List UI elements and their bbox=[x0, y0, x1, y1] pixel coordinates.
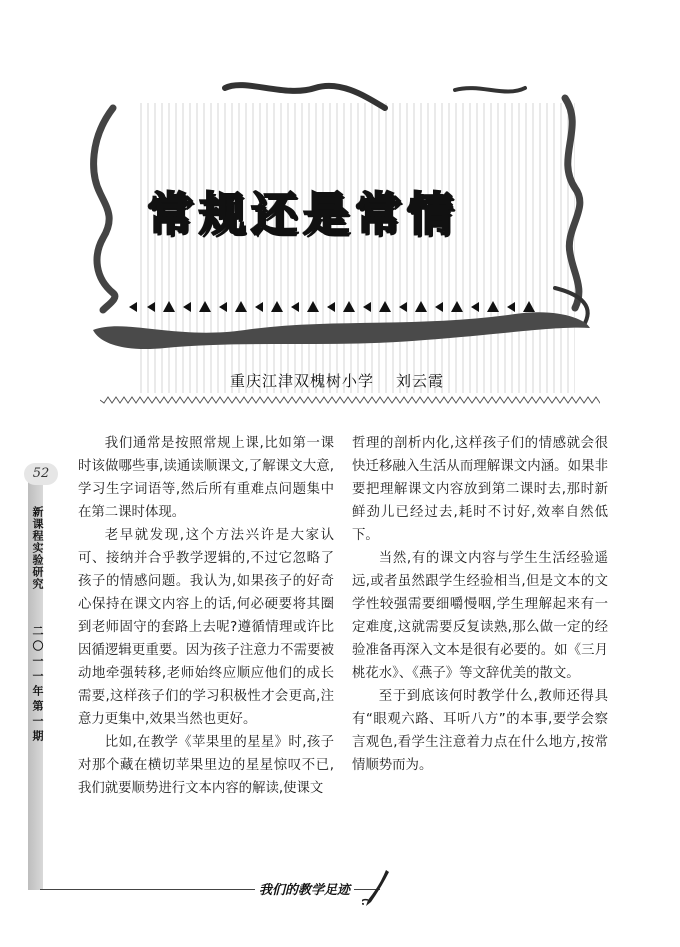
paragraph: 我们通常是按照常规上课,比如第一课时该做哪些事,读通读顺课文,了解课文大意,学习生字词语等,然后所有重难点问题集中在第二课时体现。 bbox=[78, 436, 334, 520]
author-line bbox=[230, 370, 444, 391]
footer-caption: 我们的教学足迹 bbox=[255, 879, 354, 898]
issue-label: 二〇一一年第一期 bbox=[31, 625, 44, 745]
author-school: 重庆江津双槐树小学 bbox=[230, 372, 375, 390]
title-banner bbox=[85, 78, 610, 358]
paragraph: 老早就发现,这个方法兴许是大家认可、接纳并合乎教学逻辑的,不过它忽略了孩子的情感问题。我认为,如果孩子的好奇心保持在课文内容上的话,何必硬要将其圈到老师固守的套路上去呢?遵循情理或许比因循逻辑更重要。因为孩子注意力不需要被动地牵强转移,老师始终应顺应他们的成长需要,这样孩子们的学习积极性才会更高,注意力更集中,效果当然也更好。 bbox=[78, 528, 334, 727]
paragraph: 哲理的剖析内化,这样孩子们的情感就会很快迁移融入生活从而理解课文内涵。如果非要把理解课文内容放到第二课时去,那时新鲜劲儿已经过去,耗时不讨好,效率自然低下。 bbox=[352, 436, 608, 543]
paragraph: 至于到底该何时教学什么,教师还得具有“眼观六路、耳听八方”的本事,要学会察言观色,看学生注意着力点在什么地方,按常情顺势而为。 bbox=[352, 689, 608, 773]
author-name: 刘云霞 bbox=[396, 372, 445, 390]
article-title: 常规还是常情 bbox=[147, 187, 459, 241]
paragraph: 当然,有的课文内容与学生生活经验遥远,或者虽然跟学生经验相当,但是文本的文学性较强需要细嚼慢咽,学生理解起来有一定难度,这就需要反复读熟,那么做一定的经验准备再深入文本是很有必要的。如《三月桃花水》、《燕子》等文辞优美的散文。 bbox=[352, 551, 608, 681]
journal-name: 新课程实验研究 bbox=[31, 506, 44, 590]
right-column bbox=[352, 432, 608, 777]
left-column bbox=[78, 432, 334, 800]
paragraph: 比如,在教学《苹果里的星星》时,孩子对那个藏在横切苹果里边的星星惊叹不已,我们就要顺势进行文本内容的解读,使课文 bbox=[78, 735, 334, 796]
wavy-divider bbox=[100, 396, 600, 404]
page-number: 52 bbox=[24, 463, 58, 485]
pen-icon bbox=[362, 868, 392, 908]
